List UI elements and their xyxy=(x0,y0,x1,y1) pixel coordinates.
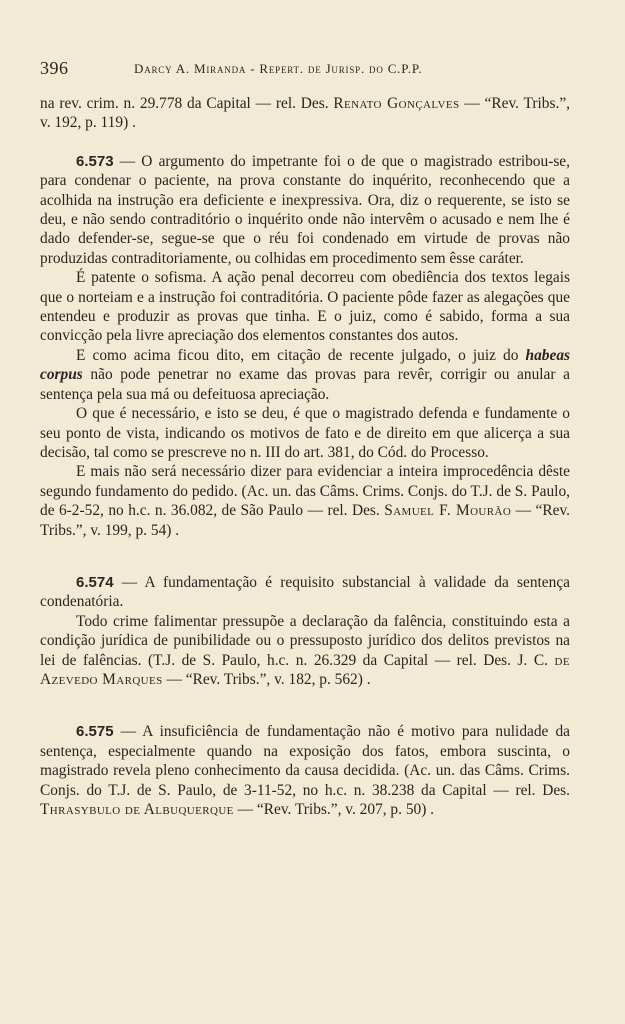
entry-number: 6.573 xyxy=(76,152,114,170)
entry-paragraph: E como acima ficou dito, em citação de recente julgado, o juiz do habeas corpus não pode penetrar no exame das provas para revêr, corrigir ou anular a sentença pela sua má ou defeituosa apreciação. xyxy=(40,346,570,403)
page-body xyxy=(40,94,570,819)
running-head: Darcy A. Miranda - Repert. de Jurisp. do C.P.P. xyxy=(134,61,423,76)
judge-name: de Azevedo Marques xyxy=(40,651,570,688)
entry-6574 xyxy=(40,573,570,689)
judge-name: Thrasybulo de Albuquerque xyxy=(40,801,234,818)
entry-paragraph: 6.573 — O argumento do impetrante foi o de que o magistrado estribou-se, para condenar o paciente, na prova constante do inquérito, reconhecendo que a acolhida na instrução era deficiente e inexpressiva. Ora, diz o requerente, se isto se deu, e não sendo contraditório o inquérito onde não intervêm o acusado e nem lhe é dado defender-se, segue-se que o réu foi condenado em virtude de provas não produzidas contraditoriamente, ou colhidas em procedimento sem êsse caráter. xyxy=(40,152,570,267)
judge-name: Renato Gonçalves xyxy=(333,95,460,112)
entry-number: 6.575 xyxy=(76,723,114,741)
entry-number: 6.574 xyxy=(76,573,114,591)
judge-name: Samuel F. Mourão xyxy=(384,502,512,520)
entry-6573 xyxy=(40,152,570,540)
entry-6575 xyxy=(40,722,570,819)
entry-paragraph: É patente o sofisma. A ação penal decorreu com obediência dos textos legais que o norteiam e a instrução foi contraditória. O paciente pôde fazer as alegações que entendeu e produzir as provas que tinha. E o juiz, como é sabido, forma a sua convicção pela livre apreciação dos elementos constantes dos autos. xyxy=(40,269,570,345)
page-number: 396 xyxy=(40,58,69,78)
latin-term: habeas corpus xyxy=(40,346,570,384)
entry-paragraph: Todo crime falimentar pressupõe a declaração da falência, constituindo esta a condição jurídica de punibilidade ou o pressuposto jurídico dos delitos previstos na lei de falências. (T.J. de S. Paulo, h.c. n. 26.329 da Capital — rel. Des. J. C. de Azevedo Marques — “Rev. Tribs.”, v. 182, p. 562) . xyxy=(40,612,570,688)
entry-paragraph: O que é necessário, e isto se deu, é que o magistrado defenda e fundamente o seu ponto de vista, indicando os motivos de fato e de direito em que alicerça a sua decisão, tal como se prescreve no n. III do art. 381, do Cód. do Processo. xyxy=(40,405,570,461)
intro-citation: na rev. crim. n. 29.778 da Capital — rel. Des. Renato Gonçalves — “Rev. Tribs.”, v. 192, p. 119) . xyxy=(40,95,570,132)
entry-paragraph: 6.575 — A insuficiência de fundamentação não é motivo para nulidade da sentença, especialmente quando na exposição dos fatos, embora suscinta, o magistrado revela pleno conhecimento da causa decidida. (Ac. un. das Câms. Crims. Conjs. do T.J. de S. Paulo, de 3-11-52, no h.c. n. 38.238 da Capital — rel. Des. Thrasybulo de Albuquerque — “Rev. Tribs.”, v. 207, p. 50) . xyxy=(40,723,570,818)
page-header xyxy=(40,58,585,82)
entry-paragraph: 6.574 — A fundamentação é requisito substancial à validade da sentença condenatória. xyxy=(40,573,570,611)
entry-paragraph: E mais não será necessário dizer para evidenciar a inteira improcedência dêste segundo fundamento do pedido. (Ac. un. das Câms. Crims. Conjs. do T.J. de S. Paulo, de 6-2-52, no h.c. n. 36.082, de São Paulo — rel. Des. Samuel F. Mourão — “Rev. Tribs.”, v. 199, p. 54) . xyxy=(40,463,570,539)
